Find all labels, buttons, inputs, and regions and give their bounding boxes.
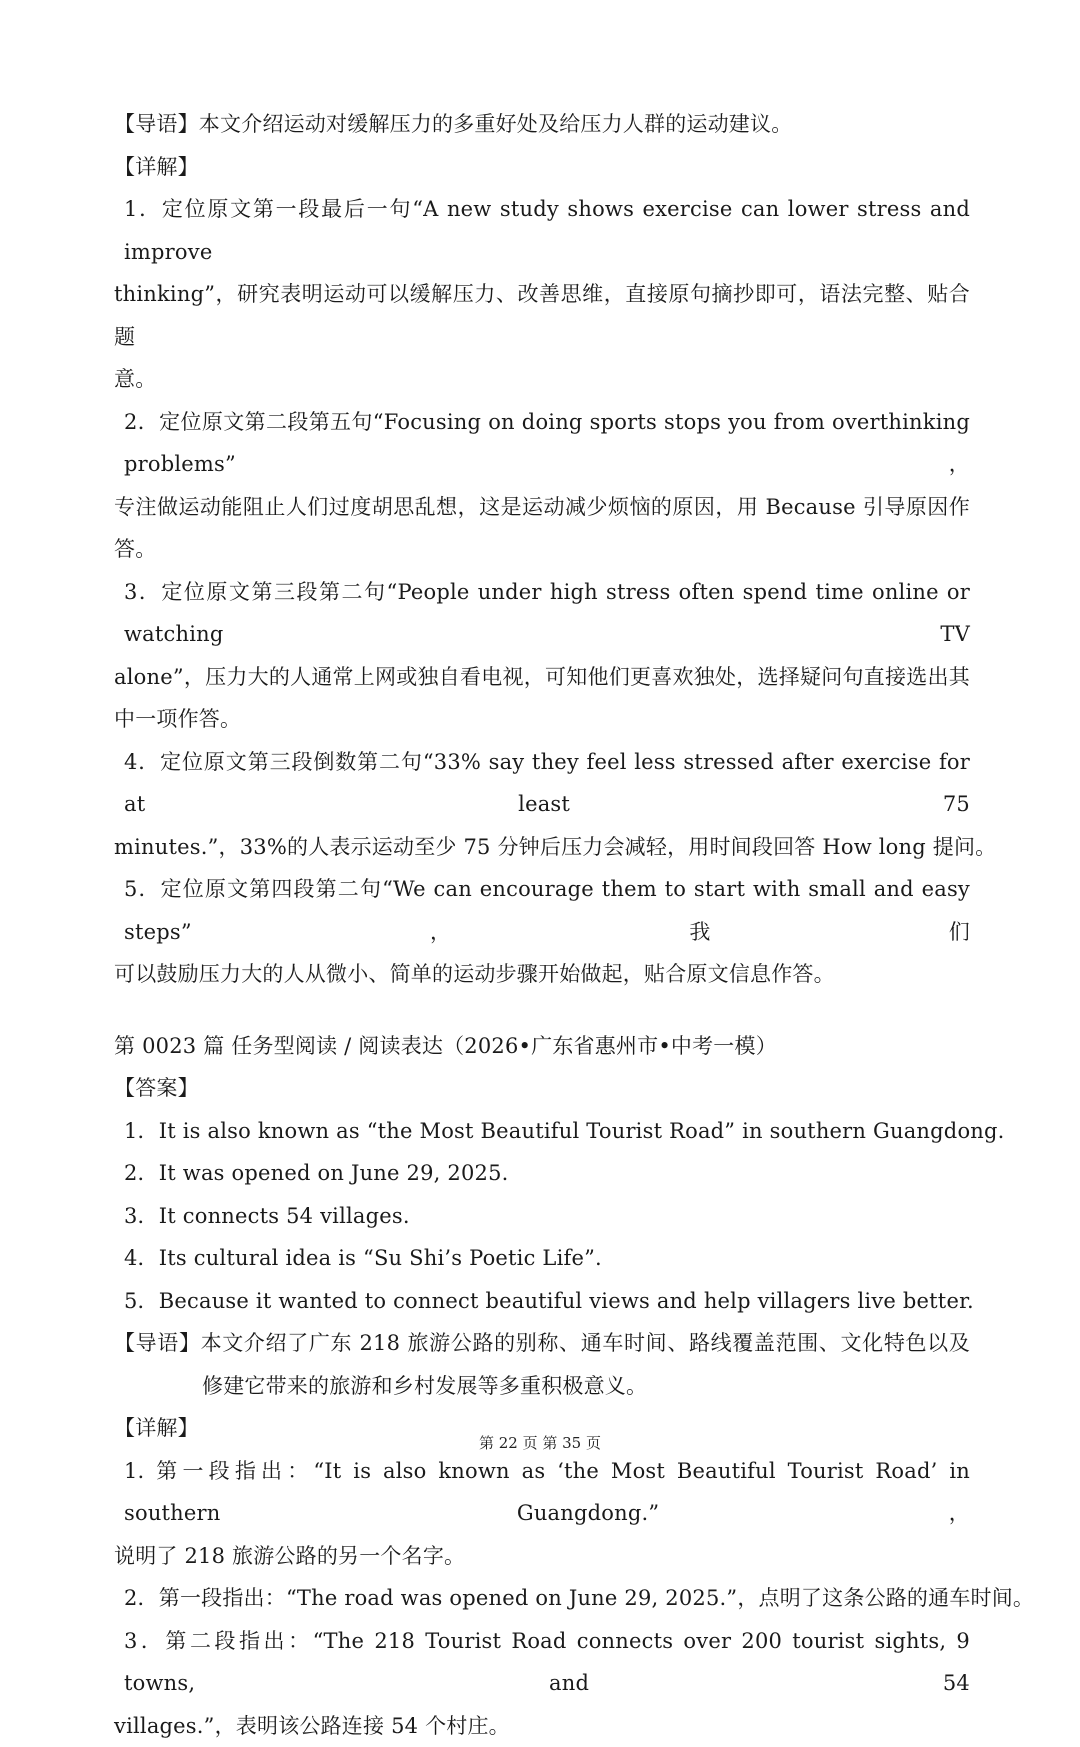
detail-line: 3．定位原文第三段第二句“People under high stress often spend time online or watching TV [114,571,970,656]
detail-line: 答。 [114,528,970,571]
detail-line: 1．定位原文第一段最后一句“A new study shows exercise can lower stress and improve [114,188,970,273]
detail-line: minutes.”，33%的人表示运动至少 75 分钟后压力会减轻，用时间段回答 How long 提问。 [114,826,970,869]
detail-line: 3．第二段指出：“The 218 Tourist Road connects over 200 tourist sights, 9 towns, and 54 [114,1620,970,1705]
detail-line: thinking”，研究表明运动可以缓解压力、改善思维，直接原句摘抄即可，语法完整、贴合题 [114,273,970,358]
page-footer: 第 22 页 第 35 页 [0,1432,1080,1453]
section2-detail-heading: 【详解】 [114,1407,970,1450]
section2-intro-line1: 【导语】本文介绍了广东 218 旅游公路的别称、通车时间、路线覆盖范围、文化特色以及 [114,1322,970,1365]
detail-line: 5．定位原文第四段第二句“We can encourage them to start with small and easy steps”，我们 [114,868,970,953]
section1-detail-heading: 【详解】 [114,146,970,189]
detail-line: 可以鼓励压力大的人从微小、简单的运动步骤开始做起，贴合原文信息作答。 [114,953,970,996]
detail-line: 2．第一段指出：“The road was opened on June 29, 2025.”，点明了这条公路的通车时间。 [114,1577,970,1620]
detail-line: 2．定位原文第二段第五句“Focusing on doing sports stops you from overthinking problems”， [114,401,970,486]
section1-intro: 【导语】本文介绍运动对缓解压力的多重好处及给压力人群的运动建议。 [114,103,970,146]
page-content [114,103,970,1747]
section2-title: 第 0023 篇 任务型阅读 / 阅读表达（2026•广东省惠州市•中考一模） [114,1025,970,1068]
detail-line: 1. 第一段指出：“It is also known as ‘the Most Beautiful Tourist Road’ in southern Guangdong.”， [114,1450,970,1535]
detail-line: 意。 [114,358,970,401]
answer-line: 3．It connects 54 villages. [114,1195,970,1238]
detail-line: 说明了 218 旅游公路的另一个名字。 [114,1535,970,1578]
detail-line: 中一项作答。 [114,698,970,741]
answer-line: 5．Because it wanted to connect beautiful views and help villagers live better. [114,1280,970,1323]
section2-answer-heading: 【答案】 [114,1067,970,1110]
section2-intro-line2: 修建它带来的旅游和乡村发展等多重积极意义。 [114,1365,970,1408]
detail-line: 专注做运动能阻止人们过度胡思乱想，这是运动减少烦恼的原因，用 Because 引导原因作 [114,486,970,529]
detail-line: villages.”，表明该公路连接 54 个村庄。 [114,1705,970,1747]
answer-line: 2．It was opened on June 29, 2025. [114,1152,970,1195]
answer-line: 4．Its cultural idea is “Su Shi’s Poetic Life”. [114,1237,970,1280]
answer-line: 1．It is also known as “the Most Beautiful Tourist Road” in southern Guangdong. [114,1110,970,1153]
detail-line: alone”，压力大的人通常上网或独自看电视，可知他们更喜欢独处，选择疑问句直接选出其 [114,656,970,699]
detail-line: 4．定位原文第三段倒数第二句“33% say they feel less stressed after exercise for at least 75 [114,741,970,826]
